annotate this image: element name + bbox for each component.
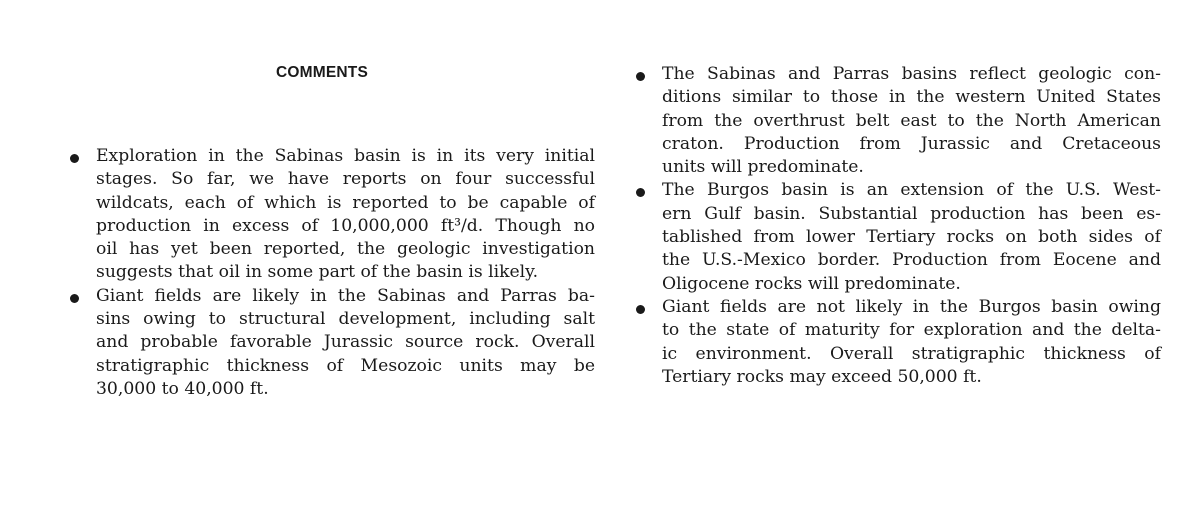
text-line: from the overthrust belt east to the North American [662,110,1161,131]
text-line: and probable favorable Jurassic source rock. Overall [96,332,595,353]
bullet-dot-icon [636,305,645,314]
text-line: Oligocene rocks will predominate. [662,273,961,294]
text-line: Exploration in the Sabinas basin is in its very initial [96,146,595,166]
text-line: The Burgos basin is an extension of the U.S. West- [662,180,1161,201]
text-line: suggests that oil in some part of the basin is likely. [96,262,539,283]
text-line: ditions similar to those in the western United States [662,87,1161,108]
bullet-dot-icon [70,294,79,303]
bullet-item [68,145,595,285]
text-line: to the state of maturity for exploration and the delta- [662,320,1161,341]
text-line: oil has yet been reported, the geologic investigation [96,239,595,260]
text-line: stratigraphic thickness of Mesozoic units may be [96,355,595,376]
text-line: sins owing to structural development, including salt [96,309,595,330]
text-line: stages. So far, we have reports on four successful [96,169,595,190]
text-line: wildcats, each of which is reported to be capable of [96,192,595,213]
text-line: Giant fields are likely in the Sabinas and Parras ba- [96,285,595,306]
text-line: The Sabinas and Parras basins reflect geologic con- [662,64,1161,84]
right-column [634,63,1161,389]
text-line: ic environment. Overall stratigraphic thickness of [662,343,1161,364]
text-line: Giant fields are not likely in the Burgos basin owing [662,296,1161,317]
text-line: tablished from lower Tertiary rocks on both sides of [662,227,1161,248]
bullet-dot-icon [636,72,645,81]
left-column [68,145,595,401]
text-line: units will predominate. [662,157,864,178]
bullet-item [634,63,1161,179]
bullet-item [68,285,595,401]
bullet-dot-icon [636,188,645,197]
text-line: craton. Production from Jurassic and Cretaceous [662,133,1161,154]
text-line: production in excess of 10,000,000 ft³/d. Though no [96,215,595,236]
text-line: the U.S.-Mexico border. Production from Eocene and [662,250,1161,271]
text-line: Tertiary rocks may exceed 50,000 ft. [662,366,982,387]
bullet-item [634,296,1161,389]
text-line: 30,000 to 40,000 ft. [96,378,269,399]
bullet-dot-icon [70,154,79,163]
text-line: ern Gulf basin. Substantial production has been es- [662,203,1161,224]
bullet-item [634,179,1161,295]
comments-heading: COMMENTS [276,64,369,81]
